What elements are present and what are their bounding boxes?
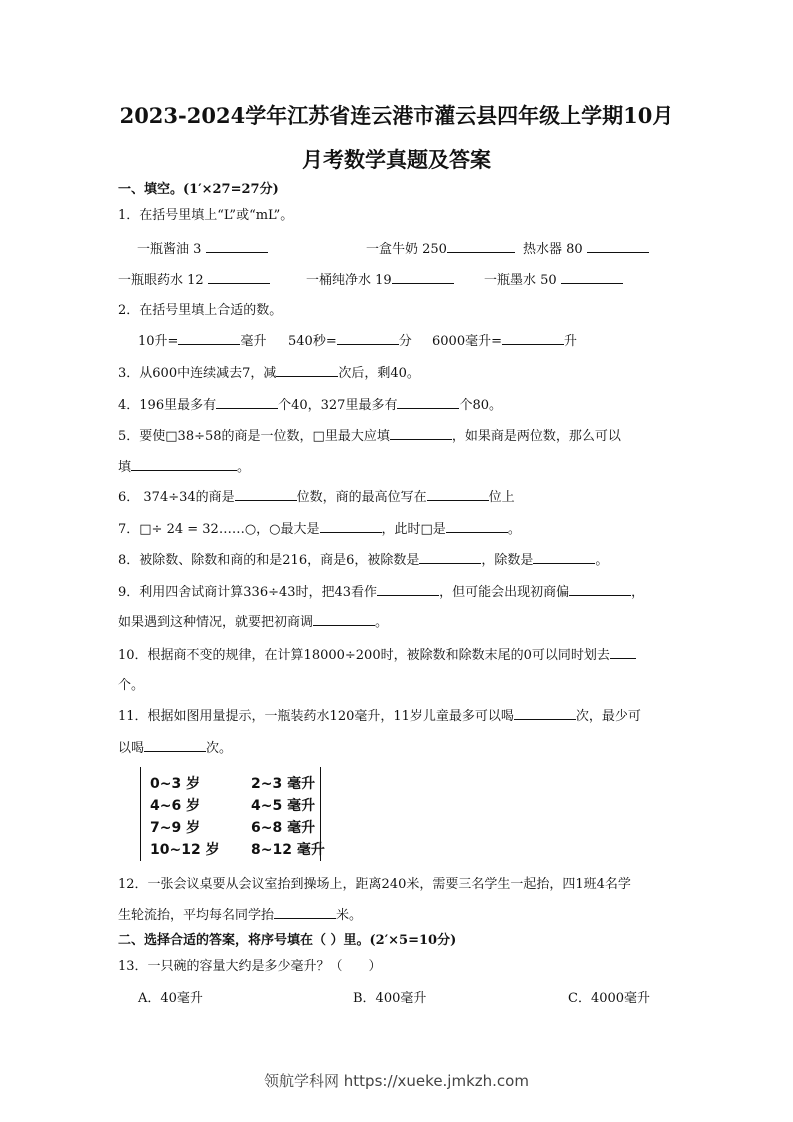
q9: 9．利用四舍试商计算336÷43时，把43看作 ，但可能会出现初商偏 ， xyxy=(118,585,645,600)
q13-option-c: C．4000毫升 xyxy=(568,991,651,1006)
q12: 12．一张会议桌要从会议室抬到操场上，距离240米，需要三名学生一起抬，四1班4名学 xyxy=(118,877,631,892)
q1-stem: 1．在括号里填上“L”或“mL”。 xyxy=(118,208,294,223)
dose-age: 0~3 岁 xyxy=(150,776,201,792)
q11-line2: 以喝 次。 xyxy=(118,741,233,756)
q7: 7．□÷ 24 = 32……○，○最大是 ，此时□是 。 xyxy=(118,522,521,537)
dosage-table xyxy=(140,767,325,861)
dose-amount: 2~3 毫升 xyxy=(251,776,316,792)
q8: 8．被除数、除数和商的和是216，商是6，被除数是 ，除数是 。 xyxy=(118,553,609,568)
q2-item: 540秒= 分 xyxy=(288,334,412,349)
q10: 10．根据商不变的规律，在计算18000÷200时，被除数和除数末尾的0可以同时划去 xyxy=(118,646,675,665)
q5-line2: 填 。 xyxy=(118,460,251,475)
doc-title-line2: 月考数学真题及答案 xyxy=(302,147,491,172)
q1-item: 一桶纯净水 19 xyxy=(306,271,454,290)
q9-line2: 如果遇到这种情况，就要把初商调 。 xyxy=(118,615,389,630)
q10-line2: 个。 xyxy=(118,678,145,693)
q2-item: 10升= 毫升 xyxy=(138,334,267,349)
q12-line2: 生轮流抬，平均每名同学抬 米。 xyxy=(118,908,363,923)
q4: 4．196里最多有 个40，327里最多有 个80。 xyxy=(118,398,502,413)
dose-amount: 4~5 毫升 xyxy=(251,798,316,814)
dose-age: 10~12 岁 xyxy=(150,842,220,858)
q13-option-b: B．400毫升 xyxy=(353,991,427,1006)
doc-title-line1: 2023-2024学年江苏省连云港市灌云县四年级上学期10月 xyxy=(119,103,674,128)
q2-item: 6000毫升= 升 xyxy=(432,334,577,349)
q1-item: 一瓶酱油 3 xyxy=(137,240,268,259)
q5: 5．要使□38÷58的商是一位数，□里最大应填 ，如果商是两位数，那么可以 xyxy=(118,429,621,444)
q1-item: 热水器 80 xyxy=(523,240,649,259)
q1-item: 一盒牛奶 250 xyxy=(366,240,515,259)
section2-heading: 二、选择合适的答案，将序号填在（ ）里。(2′×5=10分) xyxy=(118,933,457,948)
dose-amount: 8~12 毫升 xyxy=(251,842,325,858)
q1-item: 一瓶墨水 50 xyxy=(484,271,623,290)
q13-option-a: A．40毫升 xyxy=(138,991,203,1006)
q1-item: 一瓶眼药水 12 xyxy=(118,271,270,290)
q13-stem: 13．一只碗的容量大约是多少毫升？（ ） xyxy=(118,959,382,974)
dose-amount: 6~8 毫升 xyxy=(251,820,316,836)
footer-watermark: 领航学科网 https://xueke.jmkzh.com xyxy=(264,1072,529,1090)
q6: 6． 374÷34的商是 位数，商的最高位写在 位上 xyxy=(118,490,515,505)
q11: 11．根据如图用量提示，一瓶装药水120毫升，11岁儿童最多可以喝 次，最少可 xyxy=(118,709,641,724)
section1-heading: 一、填空。(1′×27=27分) xyxy=(118,182,279,197)
q3: 3．从600中连续减去7，减 次后，剩40。 xyxy=(118,366,420,381)
dose-age: 4~6 岁 xyxy=(150,798,201,814)
dose-age: 7~9 岁 xyxy=(150,820,201,836)
q2-stem: 2．在括号里填上合适的数。 xyxy=(118,303,283,318)
